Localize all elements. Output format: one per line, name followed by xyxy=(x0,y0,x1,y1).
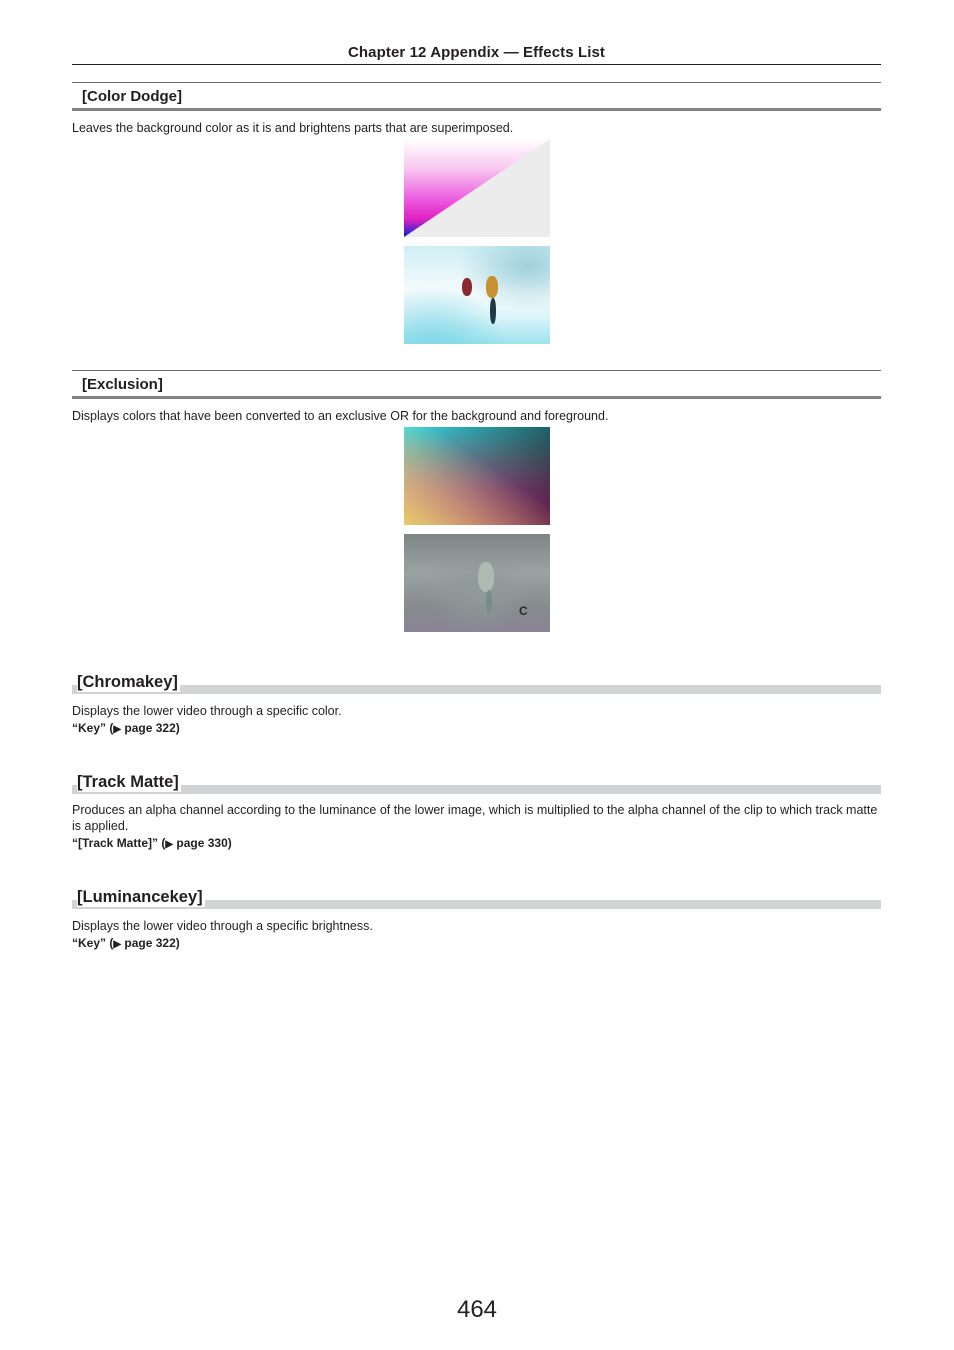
reference-arrow-icon: ▶ xyxy=(165,839,174,850)
skydiver-figure xyxy=(486,276,498,298)
color-dodge-result-image xyxy=(404,246,550,344)
chromakey-description: Displays the lower video through a specific color. xyxy=(72,704,342,718)
chromakey-heading: [Chromakey] xyxy=(77,673,178,691)
reference-arrow-icon: ▶ xyxy=(113,724,122,735)
reference-page: page 330) xyxy=(173,836,232,850)
watermark-logo-icon: C xyxy=(519,604,528,618)
chapter-header: Chapter 12 Appendix — Effects List xyxy=(347,44,606,61)
skydiver-figure xyxy=(478,562,494,592)
skydiver-figure xyxy=(490,298,496,324)
track-matte-heading: [Track Matte] xyxy=(77,773,179,791)
color-dodge-bottom-rule xyxy=(72,108,881,111)
color-dodge-top-rule xyxy=(72,82,881,83)
exclusion-bottom-rule xyxy=(72,396,881,399)
reference-text: “Key” ( xyxy=(72,721,114,735)
header-rule xyxy=(72,64,881,65)
luminancekey-heading: [Luminancekey] xyxy=(77,888,203,906)
luminancekey-page-reference[interactable] xyxy=(72,936,180,950)
exclusion-gradient-image xyxy=(404,427,550,525)
exclusion-description: Displays colors that have been converted to an exclusive OR for the background and foreground. xyxy=(72,409,609,423)
reference-page: page 322) xyxy=(121,721,180,735)
chromakey-page-reference[interactable] xyxy=(72,721,180,735)
reference-text: “Key” ( xyxy=(72,936,114,950)
color-dodge-gradient-image xyxy=(404,139,550,237)
exclusion-result-image xyxy=(404,534,550,632)
skydiver-figure xyxy=(486,590,492,612)
skydiver-figure xyxy=(462,278,472,296)
color-dodge-heading: [Color Dodge] xyxy=(82,88,182,105)
exclusion-top-rule xyxy=(72,370,881,371)
chromakey-heading-bar xyxy=(72,685,881,694)
color-dodge-description: Leaves the background color as it is and brightens parts that are superimposed. xyxy=(72,121,514,135)
track-matte-description: Produces an alpha channel according to the luminance of the lower image, which is multiplied to the alpha channel of the clip to which track matte is applied. xyxy=(72,803,878,833)
reference-page: page 322) xyxy=(121,936,180,950)
page-number: 464 xyxy=(456,1296,498,1323)
reference-text: “[Track Matte]” ( xyxy=(72,836,166,850)
luminancekey-description: Displays the lower video through a specific brightness. xyxy=(72,919,373,933)
track-matte-page-reference[interactable] xyxy=(72,836,232,850)
track-matte-heading-bar xyxy=(72,785,881,794)
reference-arrow-icon: ▶ xyxy=(113,939,122,950)
exclusion-heading: [Exclusion] xyxy=(82,376,163,393)
